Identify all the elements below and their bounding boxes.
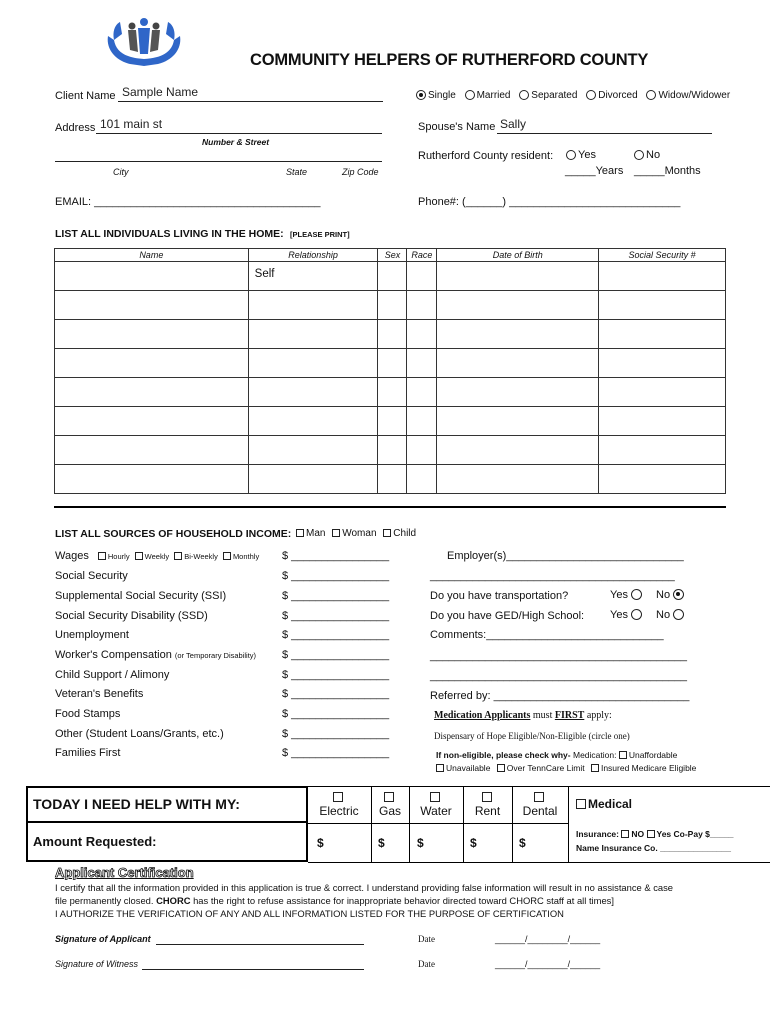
grid-top: [308, 786, 770, 787]
checkbox-icon: [482, 792, 492, 802]
date-applicant[interactable]: ______/________/______: [495, 934, 601, 944]
sig-applicant-line[interactable]: [156, 944, 364, 945]
checkbox-icon: [647, 830, 655, 838]
checkbox-icon: [621, 830, 629, 838]
source-label: Social Security Disability (SSD): [55, 610, 208, 622]
transport-no[interactable]: No: [656, 589, 686, 601]
help-box-divider: [26, 821, 308, 823]
date-witness[interactable]: ______/________/______: [495, 959, 601, 969]
ged-yes[interactable]: Yes: [610, 609, 644, 621]
source-label: Unemployment: [55, 629, 129, 641]
amount-field[interactable]: $ ________________: [282, 728, 390, 740]
source-label: Other (Student Loans/Grants, etc.): [55, 728, 224, 740]
please-print-note: [PLEASE PRINT]: [290, 230, 350, 239]
help-electric[interactable]: Electric: [319, 790, 359, 818]
resident-no[interactable]: No: [634, 149, 660, 161]
source-label: Social Security: [55, 570, 128, 582]
certification-text-2: file permanently closed. CHORC has the right to refuse assistance for inappropriate behavior directed toward CHORC staff at all times]: [55, 895, 614, 906]
certification-text-1: I certify that all the information provided in this application is true & correct. I understand providing false information will result in no assistance & case: [55, 882, 674, 893]
radio-icon: [566, 150, 576, 160]
col-dob: Date of Birth: [437, 249, 599, 262]
check-child[interactable]: Child: [383, 528, 416, 539]
check-hourly[interactable]: Hourly: [98, 552, 130, 561]
resident-label: Rutherford County resident:: [418, 150, 554, 162]
check-unavailable[interactable]: Unavailable: [436, 763, 490, 773]
certification-heading: Applicant Certification: [55, 865, 194, 880]
table-row[interactable]: [55, 378, 726, 407]
months-field[interactable]: _____Months: [634, 165, 701, 177]
col-ssn: Social Security #: [599, 249, 726, 262]
sig-witness-label: Signature of Witness: [55, 959, 138, 969]
dispensary-note: Dispensary of Hope Eligible/Non-Eligible (circle one): [434, 731, 630, 741]
years-field[interactable]: _____Years: [565, 165, 624, 177]
checkbox-icon: [333, 792, 343, 802]
comments-field[interactable]: Comments:_____________________________: [430, 629, 664, 641]
source-label: Worker's Compensation (or Temporary Disability): [55, 649, 257, 661]
check-weekly[interactable]: Weekly: [135, 552, 169, 561]
table-row[interactable]: [55, 407, 726, 436]
radio-selected-icon: [673, 589, 684, 600]
amount-rent[interactable]: $: [470, 836, 477, 850]
amount-field[interactable]: $ ________________: [282, 590, 390, 602]
date-label: Date: [418, 934, 435, 944]
source-label: Veteran's Benefits: [55, 688, 144, 700]
source-label: Families First: [55, 747, 121, 759]
col-sex: Sex: [378, 249, 407, 262]
marital-status-group: [416, 90, 730, 101]
city-caption: City: [113, 167, 129, 177]
zip-caption: Zip Code: [342, 167, 379, 177]
check-biweekly[interactable]: Bi-Weekly: [174, 552, 218, 561]
number-street-caption: Number & Street: [202, 137, 270, 147]
amount-field[interactable]: $ ________________: [282, 610, 390, 622]
certification-text-3: I AUTHORIZE THE VERIFICATION OF ANY AND ALL INFORMATION LISTED FOR THE PURPOSE OF CERTIFICATION: [55, 908, 564, 919]
checkbox-icon: [383, 529, 391, 537]
source-label: Child Support / Alimony: [55, 669, 170, 681]
referred-field[interactable]: Referred by: ________________________________: [430, 690, 690, 702]
table-row[interactable]: [55, 320, 726, 349]
spouse-label: Spouse's Name: [418, 121, 496, 133]
amount-field[interactable]: $ ________________: [282, 649, 390, 661]
check-man[interactable]: Man: [296, 528, 325, 539]
checkbox-icon: [98, 552, 106, 560]
grid-col: [568, 786, 569, 862]
client-name-field[interactable]: Sample Name: [122, 85, 199, 99]
amount-field[interactable]: $ ________________: [282, 708, 390, 720]
help-dental[interactable]: Dental: [512, 790, 568, 818]
section-divider: [54, 506, 726, 508]
wages-amount[interactable]: $ ________________: [282, 550, 390, 562]
amount-field[interactable]: $ ________________: [282, 747, 390, 759]
check-tenncare[interactable]: Over TennCare Limit: [497, 763, 585, 773]
checkbox-icon: [591, 764, 599, 772]
check-woman[interactable]: Woman: [332, 528, 376, 539]
radio-icon: [634, 150, 644, 160]
spouse-field[interactable]: Sally: [500, 117, 527, 131]
helping-hands-logo: [104, 14, 184, 68]
comments-line[interactable]: __________________________________________: [430, 650, 687, 662]
radio-icon: [631, 609, 642, 620]
radio-icon: [586, 90, 596, 100]
employer-field[interactable]: Employer(s)_____________________________: [447, 550, 684, 562]
relationship-cell[interactable]: Self: [248, 262, 378, 291]
radio-single[interactable]: Single: [416, 90, 456, 101]
transport-yes[interactable]: Yes: [610, 589, 644, 601]
household-table: [54, 248, 726, 494]
amount-water[interactable]: $: [417, 836, 424, 850]
radio-icon: [631, 589, 642, 600]
transport-question: Do you have transportation?: [430, 590, 569, 602]
radio-divorced[interactable]: Divorced: [586, 90, 637, 101]
checkbox-icon: [534, 792, 544, 802]
amount-electric[interactable]: $: [317, 836, 324, 850]
ged-question: Do you have GED/High School:: [430, 610, 585, 622]
sig-applicant-label: Signature of Applicant: [55, 934, 151, 944]
radio-icon: [646, 90, 656, 100]
table-row[interactable]: [55, 349, 726, 378]
address-label: Address: [55, 122, 96, 134]
check-monthly[interactable]: Monthly: [223, 552, 259, 561]
checkbox-icon: [223, 552, 231, 560]
help-label: TODAY I NEED HELP WITH MY:: [33, 796, 240, 812]
medication-note: Medication Applicants must FIRST apply:: [434, 710, 612, 721]
help-rent[interactable]: Rent: [463, 790, 512, 818]
insurance-row: Insurance: NO Yes Co-Pay $_____: [576, 829, 734, 839]
wages-row: Wages Hourly Weekly Bi-Weekly Monthly: [55, 550, 260, 562]
grid-mid: [308, 823, 568, 824]
checkbox-icon: [430, 792, 440, 802]
help-medical[interactable]: Medical: [576, 797, 632, 811]
help-gas[interactable]: Gas: [371, 790, 409, 818]
radio-selected-icon: [416, 90, 426, 100]
client-name-label: Client Name: [55, 90, 116, 102]
amount-field[interactable]: $ ________________: [282, 669, 390, 681]
checkbox-icon: [576, 799, 586, 809]
date-label: Date: [418, 959, 435, 969]
check-unaffordable[interactable]: Unaffordable: [619, 750, 678, 760]
table-row[interactable]: [55, 436, 726, 465]
ins-yes[interactable]: Yes Co-Pay $_____: [647, 829, 734, 839]
resident-yes[interactable]: Yes: [566, 149, 596, 161]
address-field[interactable]: 101 main st: [100, 117, 163, 131]
amount-field[interactable]: $ ________________: [282, 629, 390, 641]
radio-married[interactable]: Married: [465, 90, 511, 101]
amount-gas[interactable]: $: [378, 836, 385, 850]
amount-field[interactable]: $ ________________: [282, 688, 390, 700]
radio-icon: [673, 609, 684, 620]
source-label: Supplemental Social Security (SSI): [55, 590, 227, 602]
income-heading: LIST ALL SOURCES OF HOUSEHOLD INCOME:: [55, 528, 292, 540]
table-row[interactable]: [55, 291, 726, 320]
radio-widow[interactable]: Widow/Widower: [646, 90, 730, 101]
checkbox-icon: [174, 552, 182, 560]
checkbox-icon: [332, 529, 340, 537]
non-eligible-reasons: [436, 763, 696, 773]
radio-icon: [519, 90, 529, 100]
ged-no[interactable]: No: [656, 609, 686, 621]
table-row[interactable]: [55, 262, 726, 291]
household-header-row: [55, 249, 726, 262]
email-field[interactable]: EMAIL: _____________________________________: [55, 196, 321, 208]
checkbox-icon: [436, 764, 444, 772]
ins-no[interactable]: NO: [621, 829, 644, 839]
col-race: Race: [407, 249, 437, 262]
help-water[interactable]: Water: [409, 790, 463, 818]
check-medicare[interactable]: Insured Medicare Eligible: [591, 763, 696, 773]
checkbox-icon: [497, 764, 505, 772]
col-name: Name: [55, 249, 249, 262]
checkbox-icon: [296, 529, 304, 537]
table-row[interactable]: [55, 465, 726, 494]
col-relationship: Relationship: [248, 249, 378, 262]
sig-witness-line[interactable]: [142, 969, 364, 970]
source-label: Food Stamps: [55, 708, 121, 720]
form-title: COMMUNITY HELPERS OF RUTHERFORD COUNTY: [250, 51, 649, 69]
checkbox-icon: [384, 792, 394, 802]
state-caption: State: [286, 167, 308, 177]
checkbox-icon: [135, 552, 143, 560]
household-heading: LIST ALL INDIVIDUALS LIVING IN THE HOME:: [55, 228, 284, 240]
employer-field-line2[interactable]: ________________________________________: [430, 570, 675, 582]
income-who-group: [296, 528, 416, 539]
grid-bottom: [308, 862, 770, 863]
comments-line[interactable]: __________________________________________: [430, 670, 687, 682]
radio-separated[interactable]: Separated: [519, 90, 577, 101]
radio-icon: [465, 90, 475, 100]
checkbox-icon: [619, 751, 627, 759]
city-state-zip-line[interactable]: [55, 161, 382, 162]
amount-dental[interactable]: $: [519, 836, 526, 850]
insurance-name-field[interactable]: Name Insurance Co. _______________: [576, 843, 731, 853]
non-eligible-row: If non-eligible, please check why- Medication: Unaffordable: [436, 750, 678, 760]
amount-field[interactable]: $ ________________: [282, 570, 390, 582]
phone-field[interactable]: Phone#: (______) ____________________________: [418, 196, 681, 208]
amount-requested-label: Amount Requested:: [33, 834, 157, 849]
